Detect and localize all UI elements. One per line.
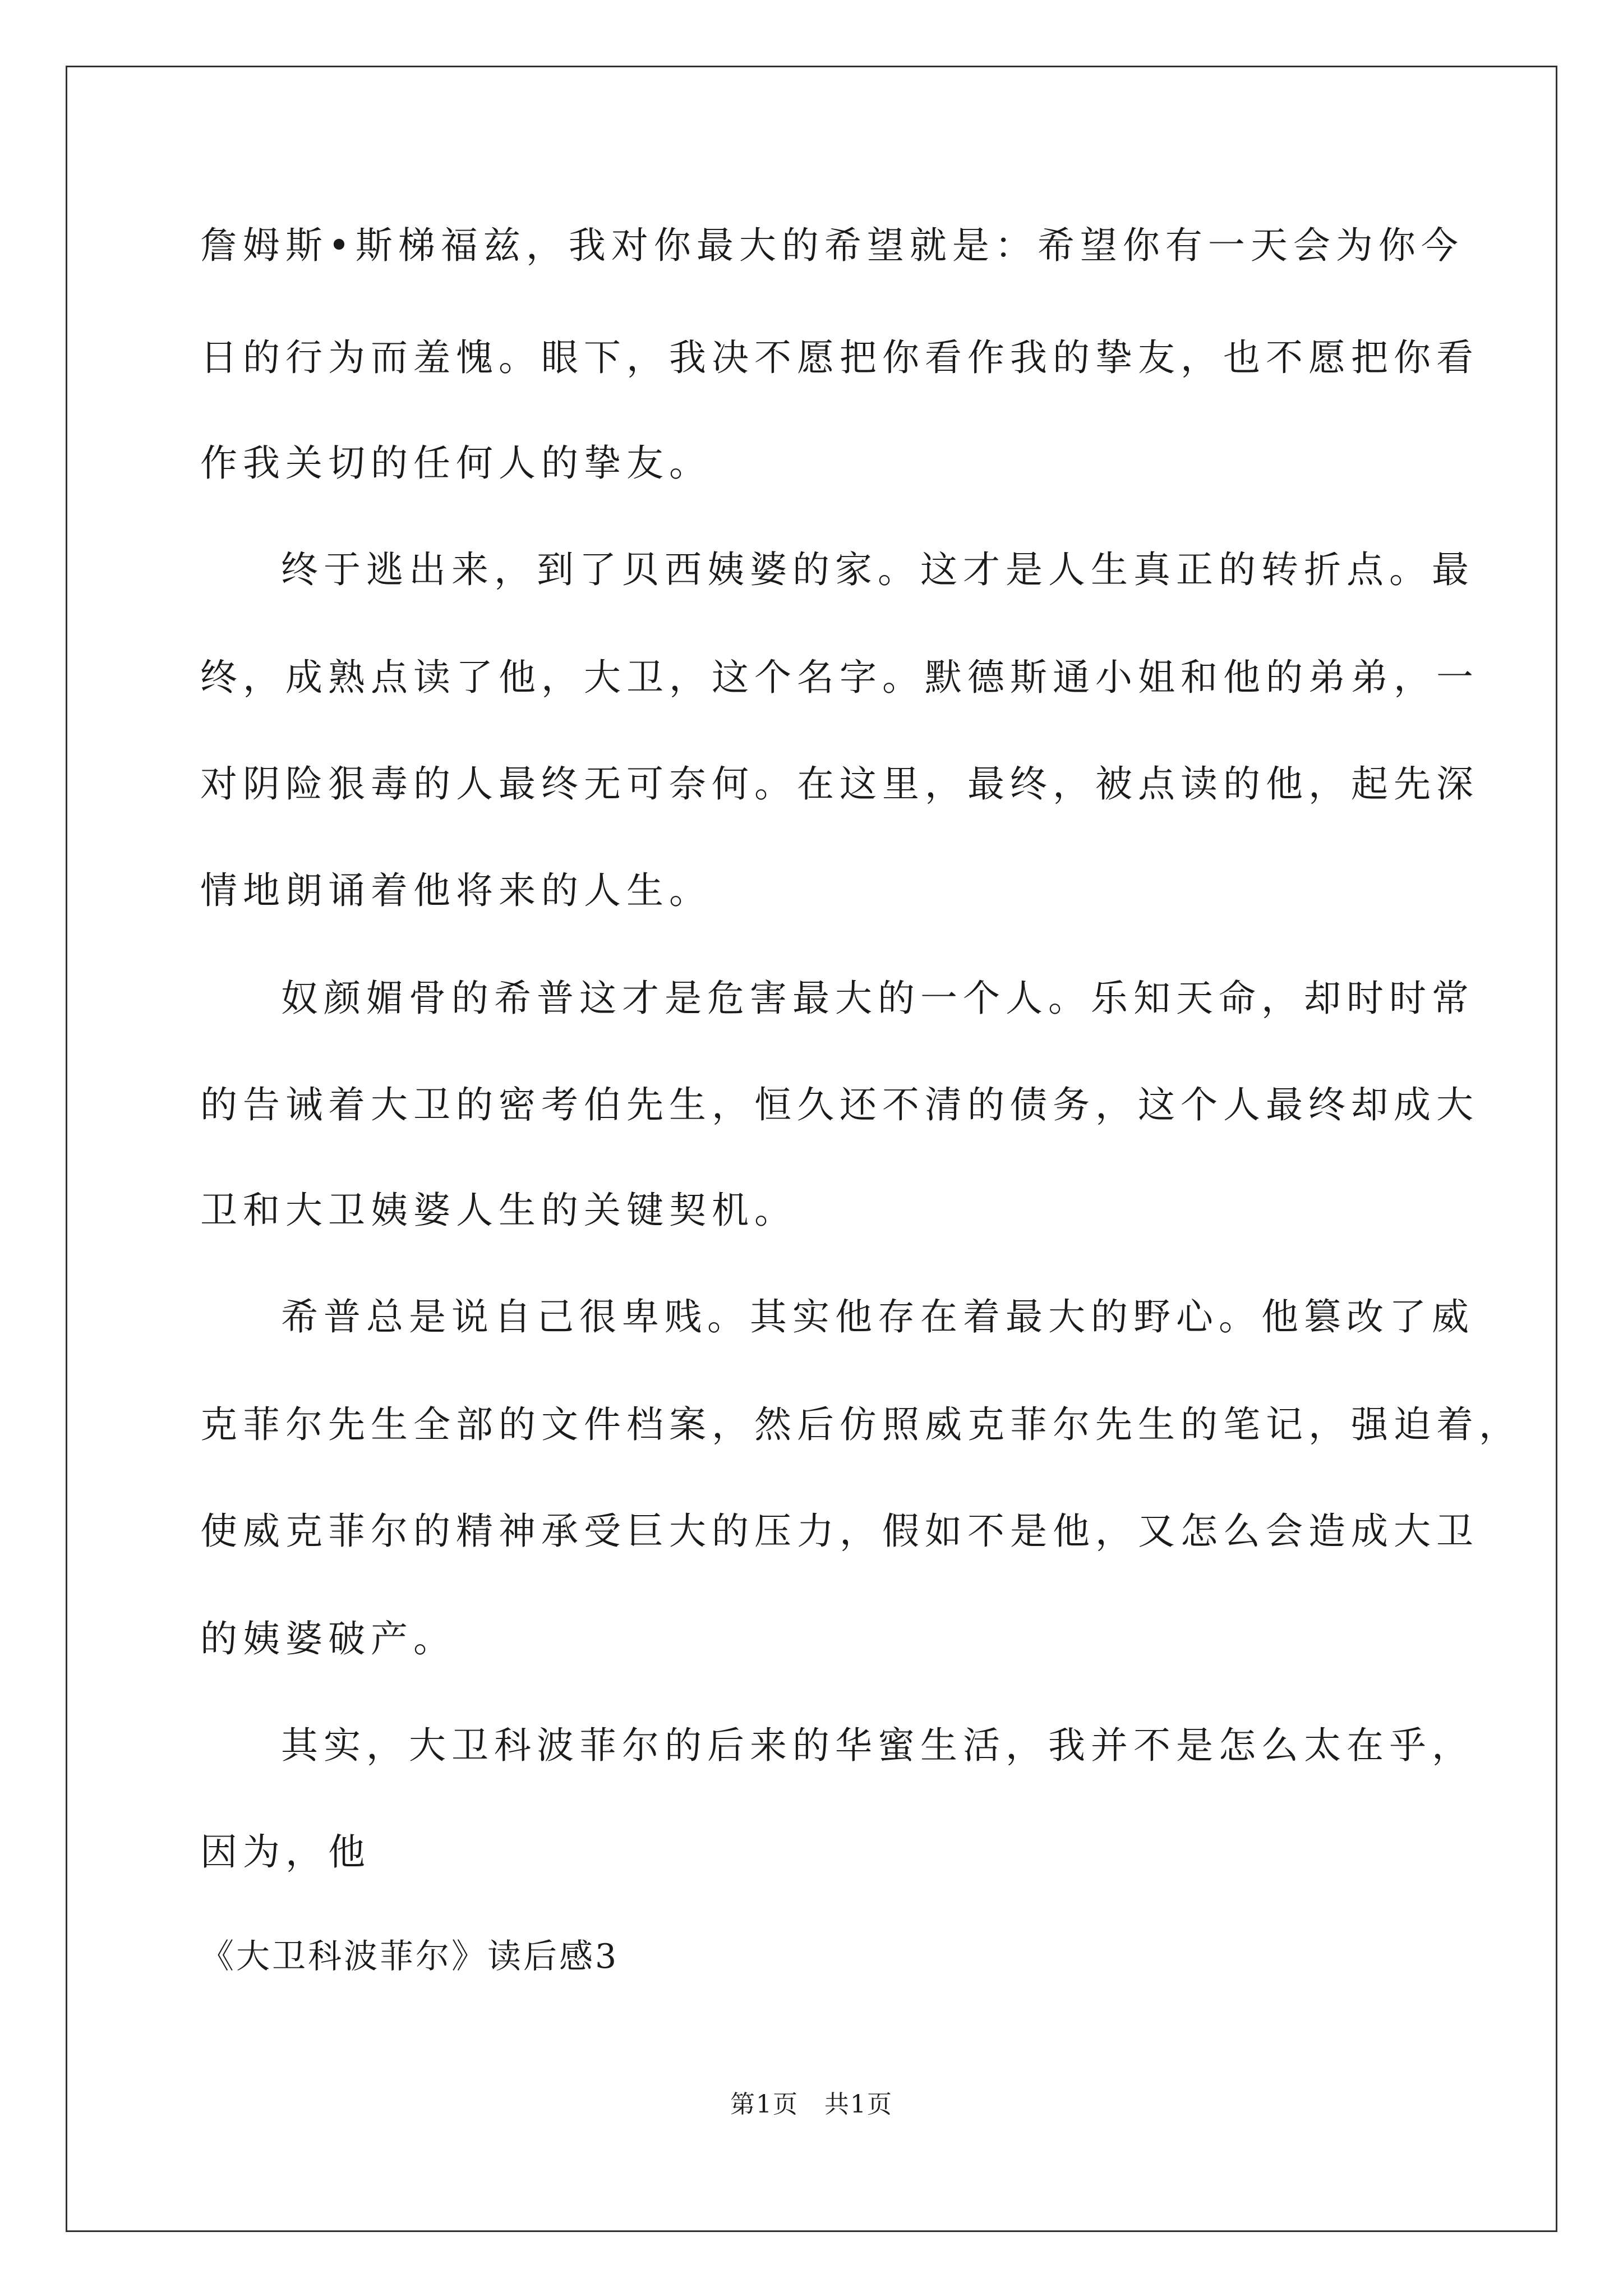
paragraph-line: 情地朗诵着他将来的人生。 — [200, 869, 712, 912]
paragraph-line: 的姨婆破产。 — [200, 1617, 456, 1660]
paragraph-line: 日的行为而羞愧。眼下，我决不愿把你看作我的挚友，也不愿把你看 — [200, 336, 1479, 379]
paragraph-line: 其实，大卫科波菲尔的后来的华蜜生活，我并不是怎么太在乎， — [281, 1724, 1474, 1767]
paragraph-line: 的告诫着大卫的密考伯先生，恒久还不清的债务，这个人最终却成大 — [200, 1083, 1479, 1126]
paragraph-line: 希普总是说自己很卑贱。其实他存在着最大的野心。他篡改了威 — [281, 1295, 1474, 1338]
paragraph-line: 作我关切的任何人的挚友。 — [200, 441, 712, 485]
page-number-footer: 第1页 共1页 — [730, 2090, 893, 2119]
paragraph-line: 终，成熟点读了他，大卫，这个名字。默德斯通小姐和他的弟弟，一 — [200, 656, 1479, 699]
paragraph-line: 詹姆斯•斯梯福兹，我对你最大的希望就是：希望你有一天会为你今 — [200, 224, 1464, 267]
paragraph-line: 对阴险狠毒的人最终无可奈何。在这里，最终，被点读的他，起先深 — [200, 762, 1479, 806]
paragraph-line: 卫和大卫姨婆人生的关键契机。 — [200, 1189, 797, 1232]
paragraph-line: 因为，他 — [200, 1830, 371, 1874]
section-title: 《大卫科波菲尔》读后感3 — [200, 1937, 619, 1976]
paragraph-line: 克菲尔先生全部的文件档案，然后仿照威克菲尔先生的笔记，强迫着， — [200, 1403, 1521, 1446]
paragraph-line: 使威克菲尔的精神承受巨大的压力，假如不是他，又怎么会造成大卫 — [200, 1510, 1479, 1553]
page-border — [66, 66, 1557, 2232]
paragraph-line: 终于逃出来，到了贝西姨婆的家。这才是人生真正的转折点。最 — [281, 548, 1474, 591]
paragraph-line: 奴颜媚骨的希普这才是危害最大的一个人。乐知天命，却时时常 — [281, 977, 1474, 1020]
